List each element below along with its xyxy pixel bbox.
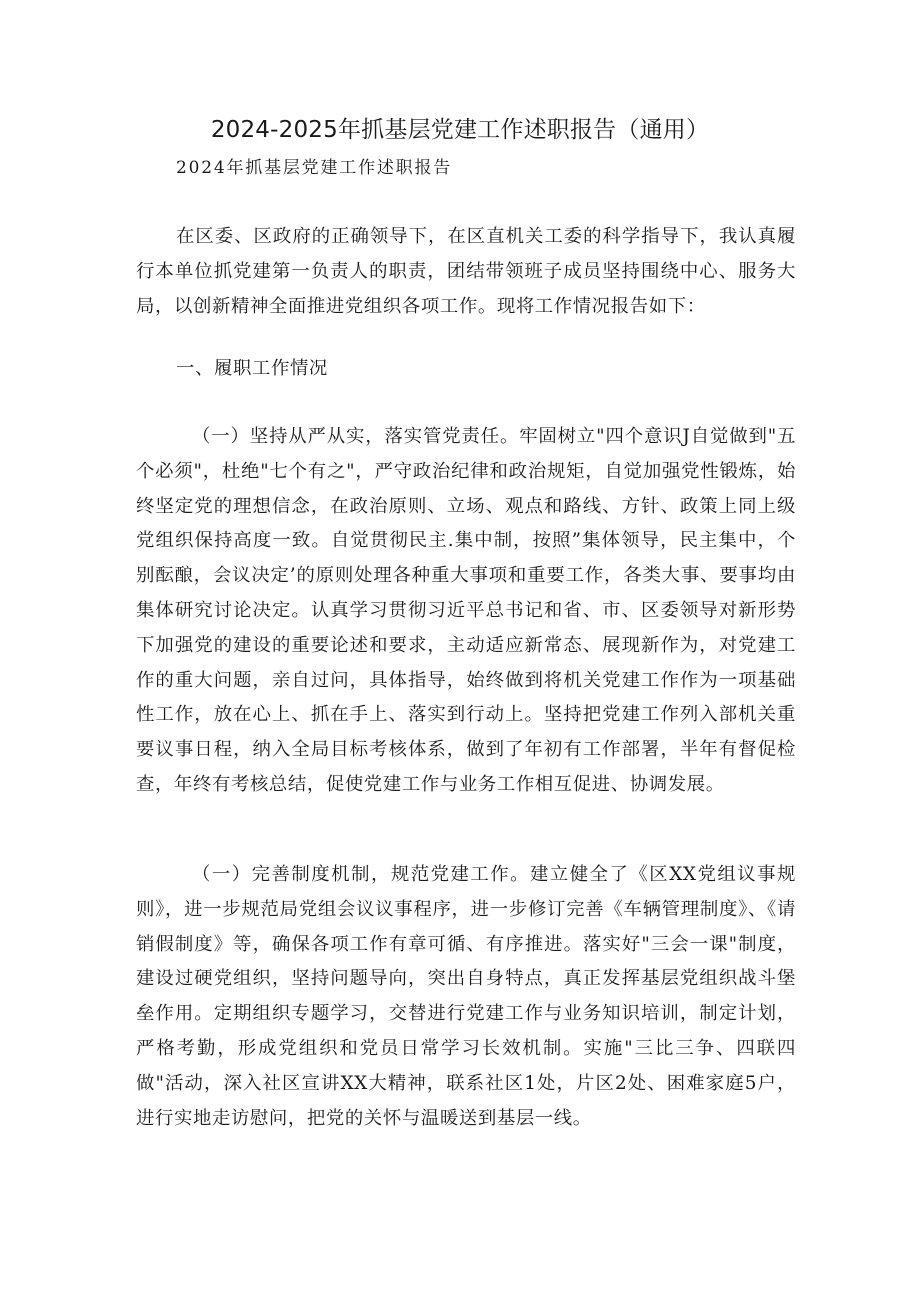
body-paragraph-1: （一）坚持从严从实，落实管党责任。牢固树立"四个意识J自觉做到"五个必须"，杜绝"七个有之"，严守政治纪律和政治规矩，自觉加强党性锻炼，始终坚定党的理想信念，在政治原则、立场、观点和路线、方针、政策上同上级党组织保持高度一致。自觉贯彻民主.集中制，按照”集体领导，民主集中，个别酝酿，会议决定’的原则处理各种重大事项和重要工作，各类大事、要事均由集体研究讨论决定。认真学习贯彻习近平总书记和省、市、区委领导对新形势下加强党的建设的重要论述和要求，主动适应新常态、展现新作为，对党建工作的重大问题，亲自过问，具体指导，始终做到将机关党建工作作为一项基础性工作，放在心上、抓在手上、落实到行动上。坚持把党建工作列入部机关重要议事日程，纳入全局目标考核体系，做到了年初有工作部署，半年有督促检查，年终有考核总结，促使党建工作与业务工作相互促进、协调发展。 (136, 426, 796, 795)
intro-paragraph: 在区委、区政府的正确领导下，在区直机关工委的科学指导下，我认真履行本单位抓党建第一负责人的职责，团结带领班子成员坚持围绕中心、服务大局，以创新精神全面推进党组织各项工作。现将工作情况报告如下： (136, 226, 796, 317)
section-heading: 一、履职工作情况 (176, 358, 328, 379)
body-paragraph-2: （一）完善制度机制，规范党建工作。建立健全了《区XX党组议事规则》，进一步规范局党组会议议事程序，进一步修订完善《车辆管理制度》、《请销假制度》等，确保各项工作有章可循、有序推进。落实好"三会一课"制度，建设过硬党组织，坚持问题导向，突出自身特点，真正发挥基层党组织战斗堡垒作用。定期组织专题学习，交替进行党建工作与业务知识培训，制定计划，严格考勤，形成党组织和党员日常学习长效机制。实施"三比三争、四联四做"活动，深入社区宣讲XX大精神，联系社区1处，片区2处、困难家庭5户，进行实地走访慰问，把党的关怀与温暖送到基层一线。 (136, 864, 796, 1129)
document-subtitle: 2024年抓基层党建工作述职报告 (176, 158, 453, 178)
document-title: 2024-2025年抓基层党建工作述职报告（通用） (210, 117, 710, 143)
